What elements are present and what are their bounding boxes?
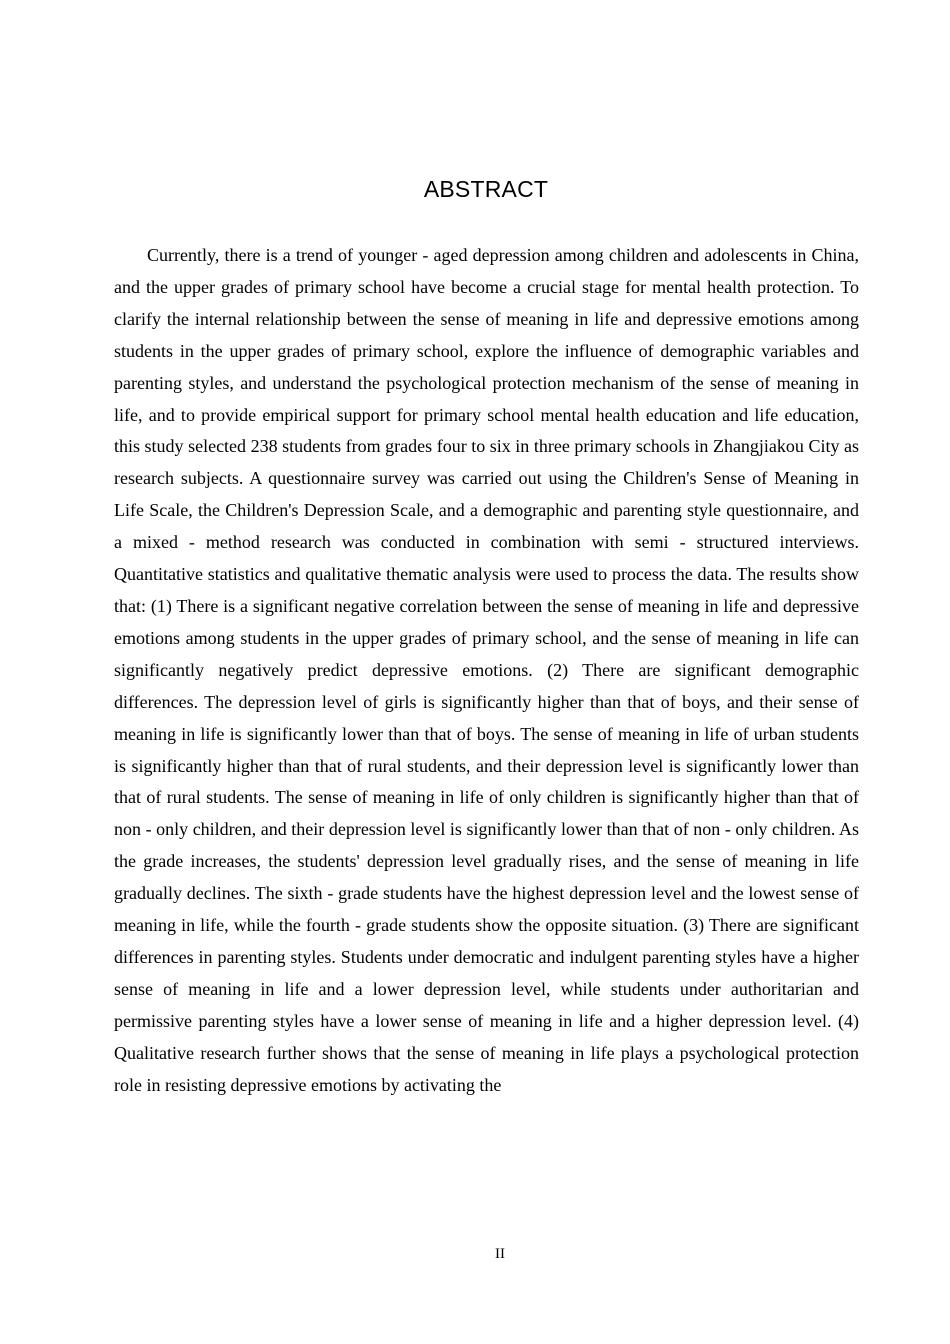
abstract-title: ABSTRACT	[423, 176, 549, 202]
abstract-body: Currently, there is a trend of younger - aged depression among children and adolescents in China, and the upper grades of primary school have become a crucial stage for mental health protection. To clarify the internal relationship between the sense of meaning in life and depressive emotions among students in the upper grades of primary school, explore the influence of demographic variables and parenting styles, and understand the psychological protection mechanism of the sense of meaning in life, and to provide empirical support for primary school mental health education and life education, this study selected 238 students from grades four to six in three primary schools in Zhangjiakou City as research subjects. A questionnaire survey was carried out using the Children's Sense of Meaning in Life Scale, the Children's Depression Scale, and a demographic and parenting style questionnaire, and a mixed - method research was conducted in combination with semi - structured interviews. Quantitative statistics and qualitative thematic analysis were used to process the data. The results show that: (1) There is a significant negative correlation between the sense of meaning in life and depressive emotions among students in the upper grades of primary school, and the sense of meaning in life can significantly negatively predict depressive emotions. (2) There are significant demographic differences. The depression level of girls is significantly higher than that of boys, and their sense of meaning in life is significantly lower than that of boys. The sense of meaning in life of urban students is significantly higher than that of rural students, and their depression level is significantly lower than that of rural students. The sense of meaning in life of only children is significantly higher than that of non - only children, and their depression level is significantly lower than that of non - only children. As the grade increases, the students' depression level gradually rises, and the sense of meaning in life gradually declines. The sixth - grade students have the highest depression level and the lowest sense of meaning in life, while the fourth - grade students show the opposite situation. (3) There are significant differences in parenting styles. Students under democratic and indulgent parenting styles have a higher sense of meaning in life and a lower depression level, while students under authoritarian and permissive parenting styles have a lower sense of meaning in life and a higher depression level. (4) Qualitative research further shows that the sense of meaning in life plays a psychological protection role in resisting depressive emotions by activating the	[114, 245, 859, 1095]
page-number: II	[495, 1246, 505, 1262]
